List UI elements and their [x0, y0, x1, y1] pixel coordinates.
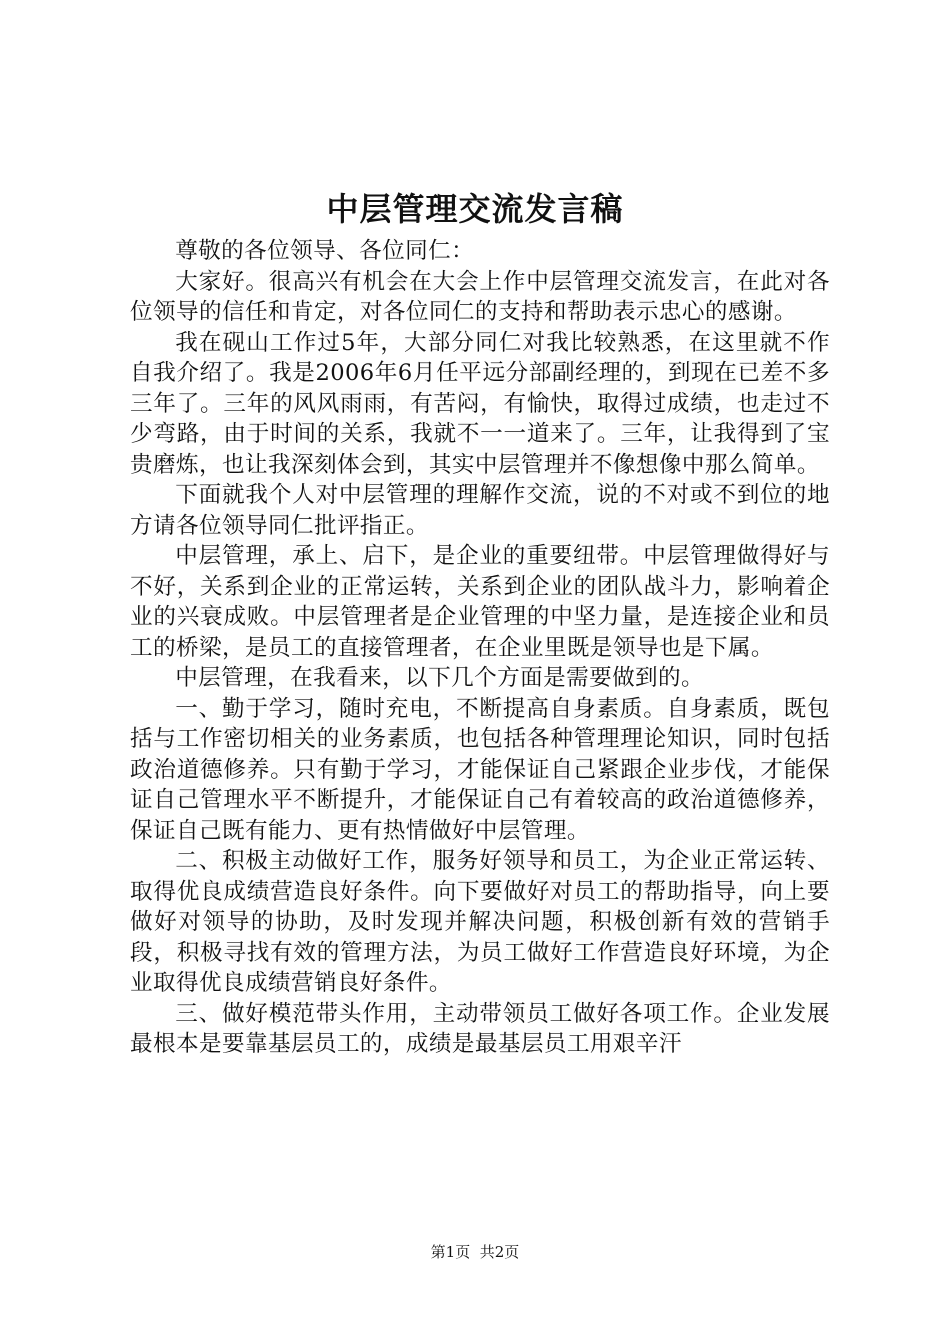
introduction-paragraph: 我在砚山工作过5年，大部分同仁对我比较熟悉，在这里就不作自我介绍了。我是2006年6月任平远分部副经理的，到现在已差不多三年了。三年的风风雨雨，有苦闷，有愉快，取得过成绩，也走过不少弯路，由于时间的关系，我就不一一道来了。三年，让我得到了宝贵磨炼，也让我深刻体会到，其实中层管理并不像想像中那么简单。 [130, 329, 830, 478]
point-three-paragraph: 三、做好模范带头作用，主动带领员工做好各项工作。企业发展最根本是要靠基层员工的，成绩是最基层员工用艰辛汗 [130, 1000, 830, 1057]
salutation-paragraph: 尊敬的各位领导、各位同仁： [175, 238, 475, 264]
middle-management-role-paragraph: 中层管理，承上、启下，是企业的重要纽带。中层管理做得好与不好，关系到企业的正常运转，关系到企业的团队战斗力，影响着企业的兴衰成败。中层管理者是企业管理的中坚力量，是连接企业和员工的桥梁，是员工的直接管理者，在企业里既是领导也是下属。 [130, 543, 830, 661]
aspects-intro-paragraph: 中层管理，在我看来，以下几个方面是需要做到的。 [175, 665, 705, 691]
page-footer [0, 1242, 950, 1262]
footer-separator [470, 1243, 480, 1261]
greeting-paragraph: 大家好。很高兴有机会在大会上作中层管理交流发言，在此对各位领导的信任和肯定，对各位同仁的支持和帮助表示忠心的感谢。 [130, 268, 830, 325]
point-one-paragraph: 一、勤于学习，随时充电，不断提高自身素质。自身素质，既包括与工作密切相关的业务素质，也包括各种管理理论知识，同时包括政治道德修养。只有勤于学习，才能保证自己紧跟企业步伐，才能保证自己管理水平不断提升，才能保证自己有着较高的政治道德修养，保证自己既有能力、更有热情做好中层管理。 [130, 695, 830, 844]
transition-paragraph: 下面就我个人对中层管理的理解作交流，说的不对或不到位的地方请各位领导同仁批评指正。 [130, 482, 830, 539]
page-total: 共2页 [479, 1243, 520, 1261]
document-title: 中层管理交流发言稿 [326, 190, 624, 228]
document-body [130, 236, 830, 1060]
page-number: 第1页 [430, 1243, 471, 1261]
point-two-paragraph: 二、积极主动做好工作，服务好领导和员工，为企业正常运转、取得优良成绩营造良好条件。向下要做好对员工的帮助指导，向上要做好对领导的协助，及时发现并解决问题，积极创新有效的营销手段，积极寻找有效的管理方法，为员工做好工作营造良好环境，为企业取得优良成绩营销良好条件。 [130, 848, 830, 996]
